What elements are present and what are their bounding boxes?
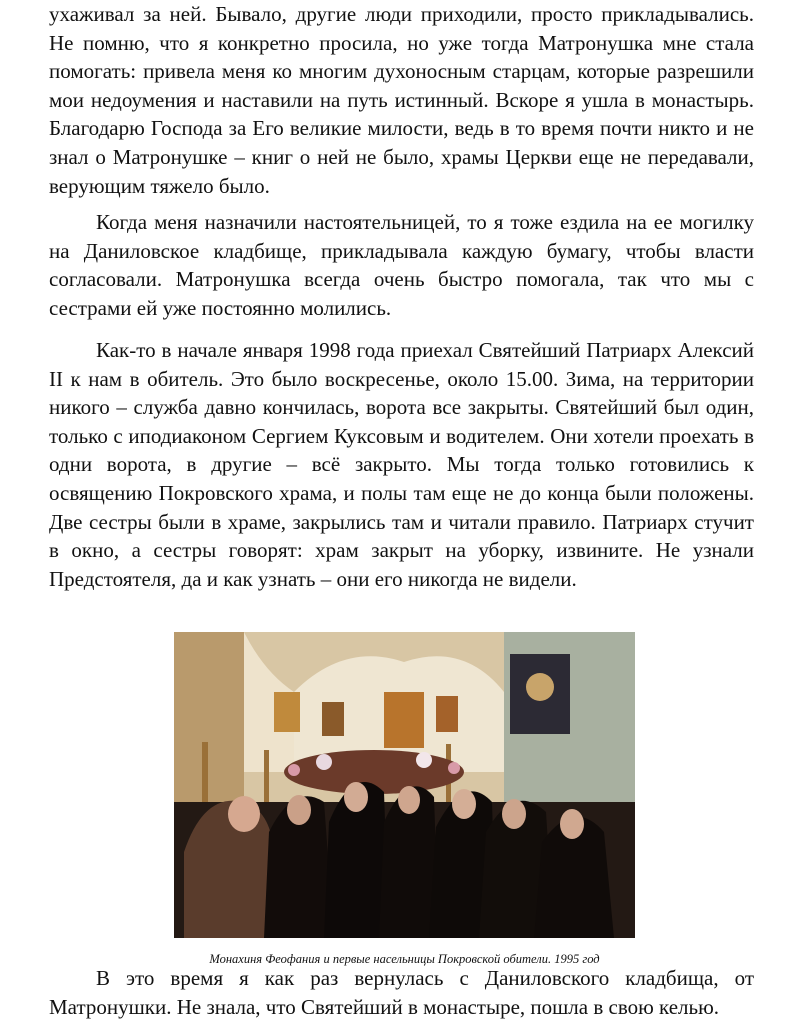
paragraph-3: Как-то в начале января 1998 года приехал Святейший Патриарх Алексий II к нам в обитель. Это было воскресенье, около 15.00. Зима, на территории никого – служба давно кончилась, ворота все закрыты. Святейший был один, только с иподиаконом Сергием Куксовым и водителем. Они хотели проехать в одни ворота, в другие – всё закрыто. Мы тогда только готовились к освящению Покровского храма, и полы там еще не до конца были положены. Две сестры были в храме, закрылись там и читали правило. Патриарх стучит в окно, а сестры говорят: храм закрыт на уборку, извините. Не узнали Предстоятеля, да и как узнать – они его никогда не видели.	[49, 338, 754, 591]
photo-nuns-in-church	[174, 632, 635, 938]
paragraph-1: ухаживал за ней. Бывало, другие люди приходили, просто прикладывались. Не помню, что я конкретно просила, но уже тогда Матронушка мне стала помогать: привела меня ко многим духоносным старцам, которые разрешили мои недоумения и наставили на путь истинный. Вскоре я ушла в монастырь. Благодарю Господа за Его великие милости, ведь в то время почти никто и не знал о Матронушке – книг о ней не было, храмы Церкви еще не передавали, верующим тяжело было.	[49, 2, 754, 198]
photo-caption: Монахиня Феофания и первые насельницы Покровской обители. 1995 год	[209, 952, 600, 966]
paragraph-4: В это время я как раз вернулась с Даниловского кладбища, от Матронушки. Не знала, что Святейший в монастыре, пошла в свою келью.	[49, 966, 754, 1019]
paragraph-2: Когда меня назначили настоятельницей, то я тоже ездила на ее могилку на Даниловское кладбище, прикладывала каждую бумагу, чтобы власти согласовали. Матронушка всегда очень быстро помогала, так что мы с сестрами ей уже постоянно молились.	[49, 210, 754, 320]
